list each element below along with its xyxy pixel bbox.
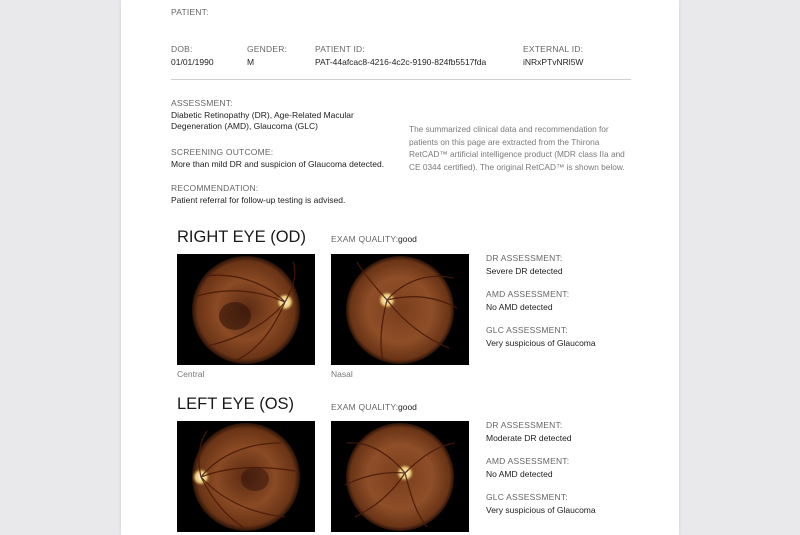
retcad-note — [409, 123, 641, 173]
note-line-4: CE 0344 certified). The original RetCAD™ is shown below. — [409, 161, 625, 172]
assessment-value — [171, 110, 391, 132]
right-glc-label: GLC ASSESSMENT: — [486, 325, 568, 335]
right-dr-label: DR ASSESSMENT: — [486, 253, 563, 263]
dob-label: DOB: — [171, 44, 193, 54]
left-amd-label: AMD ASSESSMENT: — [486, 456, 570, 466]
right-eye-central-image — [177, 254, 315, 365]
right-glc-value: Very suspicious of Glaucoma — [486, 338, 596, 348]
right-amd-label: AMD ASSESSMENT: — [486, 289, 570, 299]
note-line-1: The summarized clinical data and recommendation for — [409, 124, 609, 134]
assessment-label: ASSESSMENT: — [171, 98, 233, 108]
right-eye-nasal-caption: Nasal — [331, 369, 353, 379]
gender-value: M — [247, 57, 255, 67]
dob-value: 01/01/1990 — [171, 57, 214, 67]
left-glc-value: Very suspicious of Glaucoma — [486, 505, 596, 515]
right-exam-quality-label: EXAM QUALITY: — [331, 234, 399, 244]
assessment-line-2: Degeneration (AMD), Glaucoma (GLC) — [171, 121, 318, 131]
left-exam-quality-value: good — [398, 402, 417, 412]
note-line-2: patients on this page are extracted from the Thirona — [409, 136, 600, 147]
assessment-line-1: Diabetic Retinopathy (DR), Age-Related Macular — [171, 110, 354, 120]
left-exam-quality-label: EXAM QUALITY: — [331, 402, 399, 412]
header-divider — [171, 79, 631, 80]
right-eye-nasal-image — [331, 254, 469, 365]
external-id-value: iNRxPTvNRl5W — [523, 57, 584, 67]
left-eye-central-image — [177, 421, 315, 532]
screening-outcome-value: More than mild DR and suspicion of Glaucoma detected. — [171, 159, 385, 169]
screening-outcome-label: SCREENING OUTCOME: — [171, 147, 274, 157]
external-id-label: EXTERNAL ID: — [523, 44, 584, 54]
recommendation-label: RECOMMENDATION: — [171, 183, 259, 193]
gender-label: GENDER: — [247, 44, 288, 54]
right-dr-value: Severe DR detected — [486, 266, 563, 276]
right-amd-value: No AMD detected — [486, 302, 553, 312]
left-amd-value: No AMD detected — [486, 469, 553, 479]
note-line-3: RetCAD™ artificial intelligence product (MDR class IIa and — [409, 149, 625, 159]
patient-label: PATIENT: — [171, 7, 209, 17]
left-glc-label: GLC ASSESSMENT: — [486, 492, 568, 502]
patient-id-label: PATIENT ID: — [315, 44, 365, 54]
recommendation-value: Patient referral for follow-up testing is advised. — [171, 195, 346, 205]
right-exam-quality-value: good — [398, 234, 417, 244]
patient-id-value: PAT-44afcac8-4216-4c2c-9190-824fb5517fda — [315, 57, 487, 67]
right-eye-title: RIGHT EYE (OD) — [177, 228, 306, 246]
left-eye-nasal-image — [331, 421, 469, 532]
report-page — [121, 0, 679, 535]
left-dr-value: Moderate DR detected — [486, 433, 572, 443]
right-eye-central-caption: Central — [177, 369, 205, 379]
left-eye-title: LEFT EYE (OS) — [177, 395, 295, 413]
left-dr-label: DR ASSESSMENT: — [486, 420, 563, 430]
